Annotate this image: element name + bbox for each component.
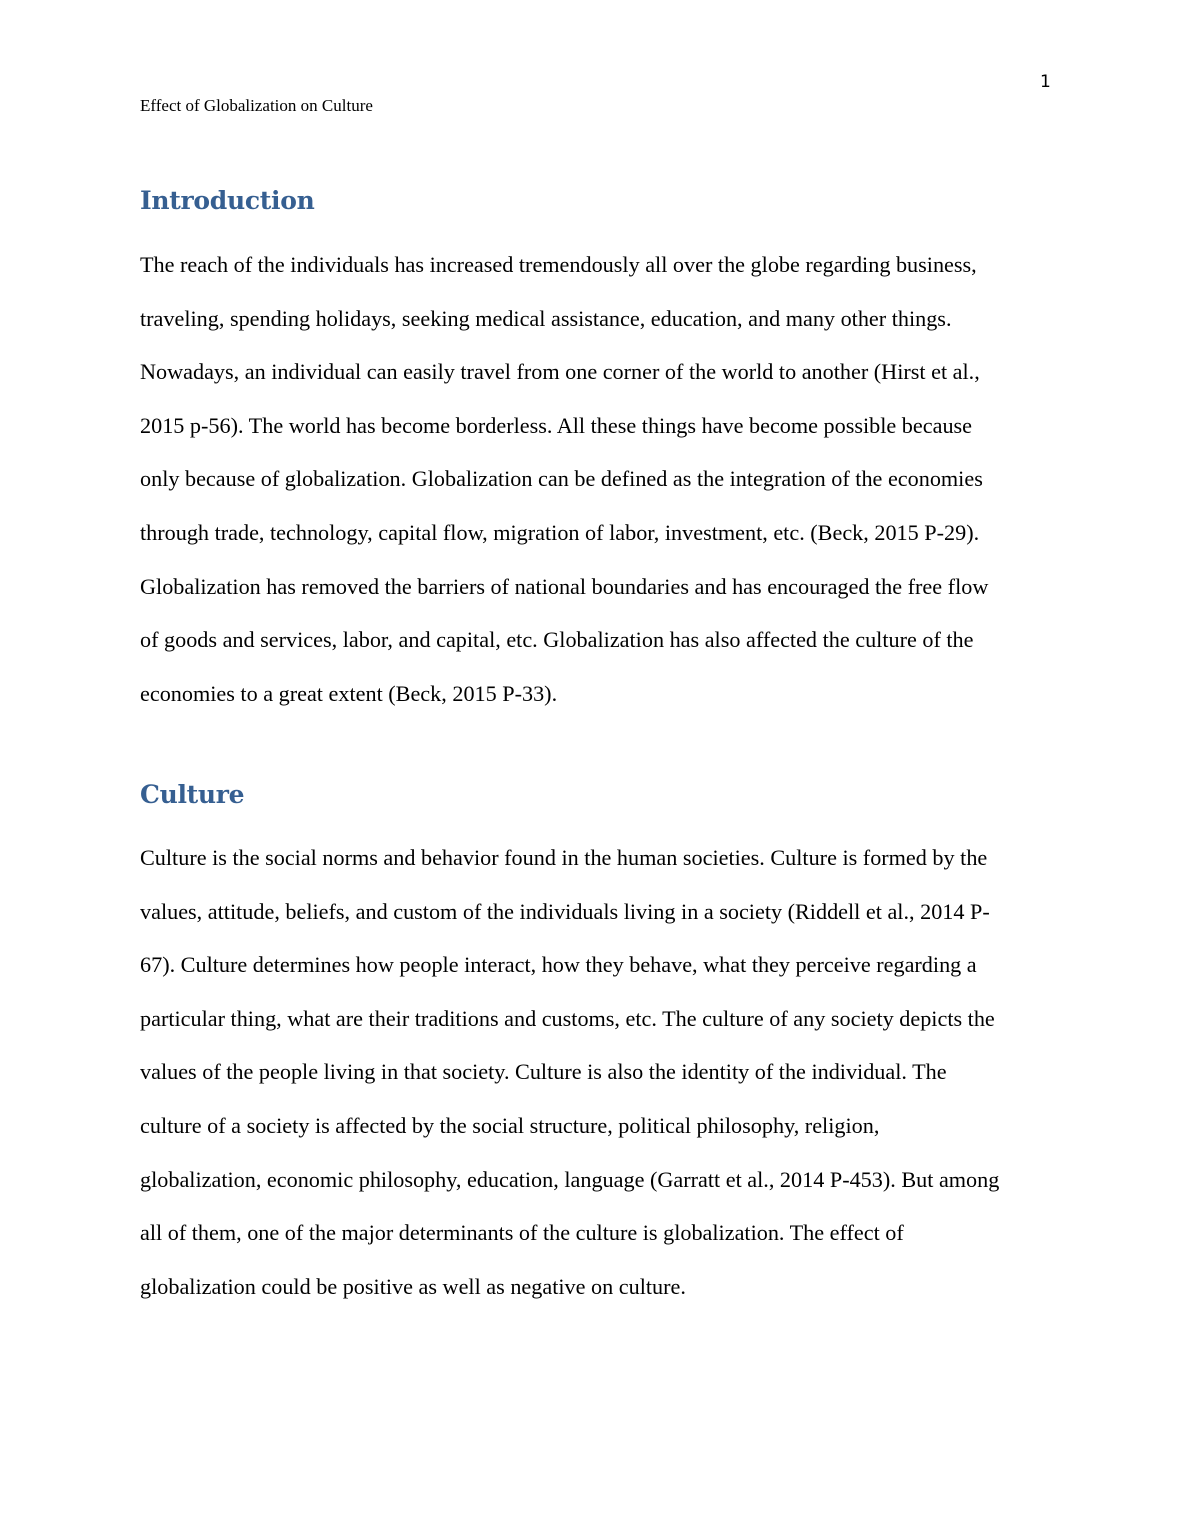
heading-culture: Culture <box>140 780 245 809</box>
text-line: all of them, one of the major determinants of the culture is globalization. The effect of <box>140 1220 904 1246</box>
text-line: globalization, economic philosophy, education, language (Garratt et al., 2014 P-453). But among <box>140 1166 1000 1192</box>
text-line: through trade, technology, capital flow, migration of labor, investment, etc. (Beck, 2015 P-29). <box>140 519 980 545</box>
text-line: Globalization has removed the barriers of national boundaries and has encouraged the free flow <box>140 573 989 599</box>
text-line: values, attitude, beliefs, and custom of the individuals living in a society (Riddell et al., 2014 P- <box>140 898 990 924</box>
text-line: The reach of the individuals has increased tremendously all over the globe regarding business, <box>140 252 977 277</box>
text-line: of goods and services, labor, and capital, etc. Globalization has also affected the culture of the <box>140 627 974 653</box>
text-line: only because of globalization. Globalization can be defined as the integration of the economies <box>140 466 983 492</box>
page-number: 1 <box>1040 72 1051 92</box>
text-line: 2015 p-56). The world has become borderless. All these things have become possible because <box>140 412 973 438</box>
text-line: traveling, spending holidays, seeking medical assistance, education, and many other things. <box>140 305 952 331</box>
text-line: economies to a great extent (Beck, 2015 P-33). <box>140 680 558 706</box>
heading-introduction: Introduction <box>140 186 315 215</box>
text-line: culture of a society is affected by the social structure, political philosophy, religion, <box>140 1112 880 1138</box>
text-line: particular thing, what are their traditions and customs, etc. The culture of any society depicts the <box>140 1005 995 1031</box>
paragraph-introduction <box>140 238 1055 720</box>
paragraph-culture <box>140 831 1055 1313</box>
text-line: globalization could be positive as well as negative on culture. <box>140 1273 686 1299</box>
text-line: Nowadays, an individual can easily travel from one corner of the world to another (Hirst et al., <box>140 359 980 385</box>
text-line: 67). Culture determines how people interact, how they behave, what they perceive regarding a <box>140 952 977 978</box>
running-head: Effect of Globalization on Culture <box>140 96 373 115</box>
text-line: values of the people living in that society. Culture is also the identity of the individual. The <box>140 1059 947 1085</box>
text-line: Culture is the social norms and behavior found in the human societies. Culture is formed by the <box>140 845 988 870</box>
